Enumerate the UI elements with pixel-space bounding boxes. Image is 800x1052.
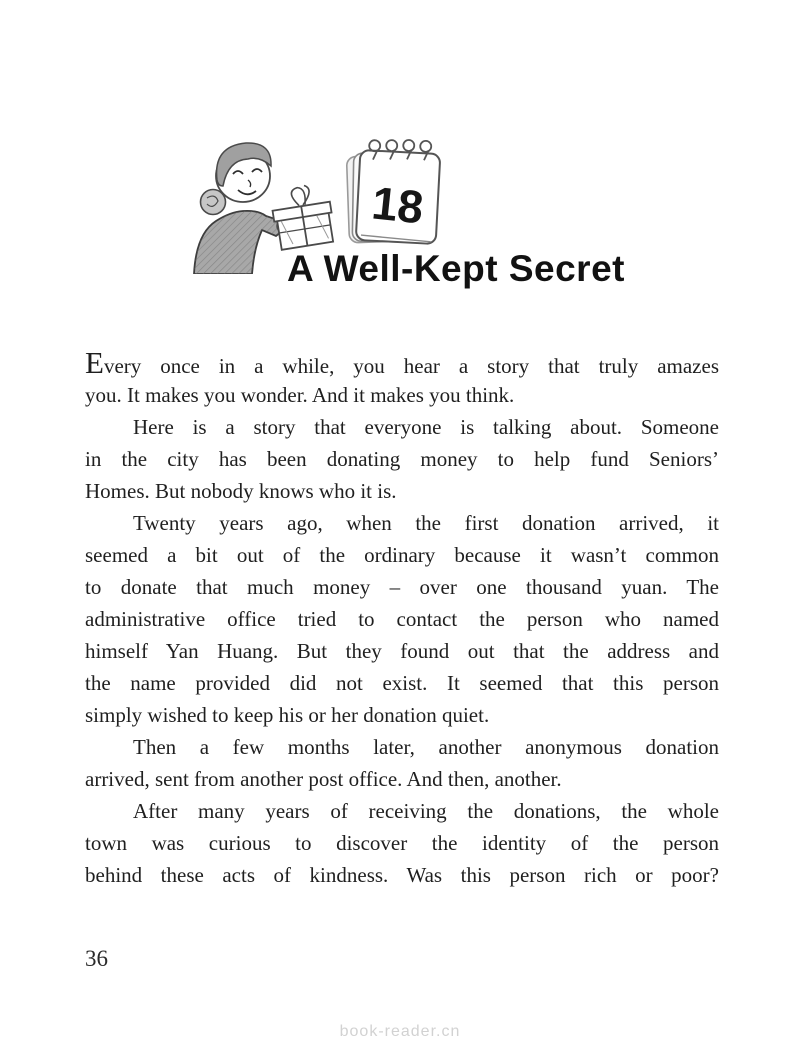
story-title: A Well-Kept Secret [287, 248, 625, 289]
calendar-day-number: 18 [369, 176, 426, 234]
text-line-rest: very once in a while, you hear a story that truly amazes [103, 354, 719, 378]
text-line: to donate that much money – over one thousand yuan. The [85, 575, 719, 599]
text-line [85, 347, 719, 379]
text-line: seemed a bit out of the ordinary because it wasn’t common [85, 543, 719, 567]
text-line: you. It makes you wonder. And it makes you think. [85, 383, 515, 407]
text-line: in the city has been donating money to help fund Seniors’ [85, 447, 719, 471]
text-line: Homes. But nobody knows who it is. [85, 479, 397, 503]
text-line: behind these acts of kindness. Was this person rich or poor? [85, 863, 719, 887]
watermark: book-reader.cn [339, 1023, 461, 1040]
gift-box [269, 182, 336, 250]
text-line: himself Yan Huang. But they found out that the address and [85, 639, 719, 663]
text-line: the name provided did not exist. It seemed that this person [85, 671, 719, 695]
calendar-illustration [342, 137, 441, 248]
text-line: arrived, sent from another post office. And then, another. [85, 767, 562, 791]
page-number: 36 [85, 946, 108, 971]
text-line: administrative office tried to contact the person who named [85, 607, 719, 631]
drop-cap: E [85, 345, 104, 380]
text-line: After many years of receiving the donations, the whole [133, 799, 719, 823]
text-line: simply wished to keep his or her donation quiet. [85, 703, 490, 727]
story-body [85, 347, 719, 891]
text-line: Then a few months later, another anonymous donation [133, 735, 719, 759]
text-line: town was curious to discover the identity of the person [85, 831, 719, 855]
text-line: Twenty years ago, when the first donation arrived, it [133, 511, 719, 535]
text-line: Here is a story that everyone is talking about. Someone [133, 415, 719, 439]
